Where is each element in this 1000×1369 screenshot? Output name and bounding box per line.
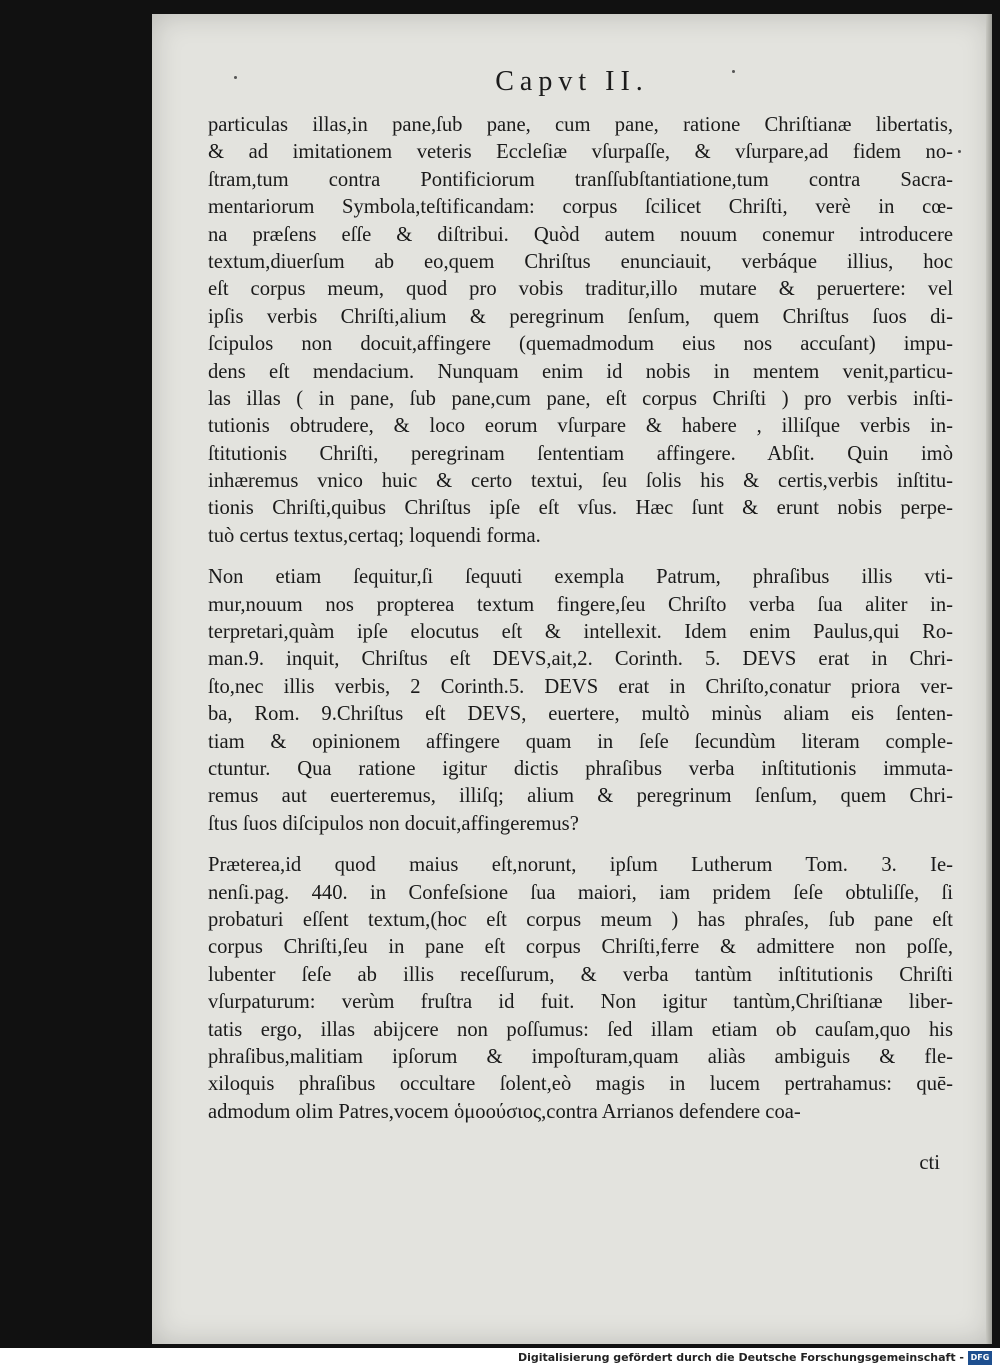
footer-bar (0, 1348, 1000, 1369)
text-line: probaturi eſſent textum,(hoc eſt corpus meum ) has phraſes, ſub pane eſt (208, 908, 953, 931)
text-line: & ad imitationem veteris Eccleſiæ vſurpaſſe, & vſurpare,ad fidem no- (208, 141, 953, 164)
margin-mark (958, 150, 961, 153)
text-line: phraſibus,malitiam ipſorum & impoſturam,quam aliàs ambiguis & fle- (208, 1045, 953, 1068)
text-line: las illas ( in pane, ſub pane,cum pane, eſt corpus Chriſti ) pro verbis inſti- (208, 387, 953, 410)
text-line: ſtitutionis Chriſti, peregrinam ſententiam affingere. Abſit. Quin imò (208, 442, 953, 465)
text-line: ſtus ſuos diſcipulos non docuit,affingeremus? (208, 812, 579, 835)
text-line: remus aut euerteremus, illiſq; alium & peregrinum ſenſum, quem Chri- (208, 785, 953, 808)
text-line: man.9. inquit, Chriſtus eſt DEVS,ait,2. Corinth. 5. DEVS erat in Chri- (208, 648, 953, 671)
paragraph (208, 852, 953, 1126)
text-line: mur,nouum nos propterea textum fingere,ſeu Chriſto verba ſua aliter in- (208, 593, 953, 616)
text-line: nenſi.pag. 440. in Confeſsione ſua maiori, iam pridem ſeſe obtuliſſe, ſi (208, 881, 953, 904)
paragraph-gap (208, 550, 953, 564)
text-line: tuò certus textus,certaq; loquendi forma. (208, 524, 541, 547)
text-line: xiloquis phraſibus occultare ſolent,eò magis in lucem pertrahamus: quē- (208, 1073, 953, 1096)
text-line: inhæremus vnico huic & certo textui, ſeu ſolis his & certis,verbis inſtitu- (208, 470, 953, 493)
text-line: lubenter ſeſe ab illis receſſurum, & verba tantùm inſtitutionis Chriſti (208, 963, 953, 986)
text-line: corpus Chriſti,ſeu in pane eſt corpus Chriſti,ferre & admittere non poſſe, (208, 936, 953, 959)
text-line: eſt corpus meum, quod pro vobis traditur,illo mutare & peruertere: vel (208, 278, 953, 301)
text-line: ſtram,tum contra Pontificiorum tranſſubſtantiatione,tum contra Sacra- (208, 168, 953, 191)
paragraph (208, 564, 953, 838)
text-line: ſcipulos non docuit,affingere (quemadmodum eius nos accuſant) impu- (208, 333, 953, 356)
paragraph-gap (208, 838, 953, 852)
paragraph (208, 112, 953, 550)
text-line: Præterea,id quod maius eſt,norunt, ipſum Lutherum Tom. 3. Ie- (208, 854, 953, 877)
text-line: mentariorum Symbola,teſtificandam: corpus ſcilicet Chriſti, verè in cœ- (208, 196, 953, 219)
text-line: ctuntur. Qua ratione igitur dictis phraſibus verba inſtitutionis immuta- (208, 757, 953, 780)
text-line: terpretari,quàm ipſe elocutus eſt & intellexit. Idem enim Paulus,qui Ro- (208, 621, 953, 644)
text-line: ipſis verbis Chriſti,alium & peregrinum ſenſum, quem Chriſtus ſuos di- (208, 305, 953, 328)
text-line: vſurpaturum: verùm fruſtra id fuit. Non igitur tantùm,Chriſtianæ liber- (208, 991, 953, 1014)
text-line: tionis Chriſti,quibus Chriſtus ipſe eſt vſus. Hæc ſunt & erunt nobis perpe- (208, 497, 953, 520)
funding-credit: Digitalisierung gefördert durch die Deutsche Forschungsgemeinschaft - (517, 1351, 964, 1364)
book-page (152, 14, 992, 1344)
text-line: na præſens eſſe & diſtribui. Quòd autem nouum conemur introducere (208, 223, 953, 246)
catchword: cti (919, 1152, 940, 1174)
text-line: particulas illas,in pane,ſub pane, cum pane, ratione Chriſtianæ libertatis, (208, 114, 953, 136)
text-line: tatis ergo, illas abijcere non poſſumus: ſed illam etiam ob cauſam,quo his (208, 1018, 953, 1041)
text-line: admodum olim Patres,vocem ὁμοούσιος,contra Arrianos defendere coa- (208, 1100, 801, 1123)
text-line: Non etiam ſequitur,ſi ſequuti exempla Patrum, phraſibus illis vti- (208, 566, 953, 589)
text-line: textum,diuerſum ab eo,quem Chriſtus enunciauit, verbáque illius, hoc (208, 250, 953, 273)
text-line: tutionis obtrudere, & loco eorum vſurpare & habere , illiſque verbis in- (208, 415, 953, 438)
running-head: Capvt II. (495, 66, 649, 97)
text-line: dens eſt mendacium. Nunquam enim id nobis in mentem venit,particu- (208, 360, 953, 383)
dfg-logo: DFG (968, 1351, 992, 1365)
body-text (208, 112, 953, 1126)
page-edge (986, 14, 992, 1344)
text-line: tiam & opinionem affingere quam in ſeſe ſecundùm literam comple- (208, 730, 953, 753)
text-line: ſto,nec illis verbis, 2 Corinth.5. DEVS erat in Chriſto,conatur priora ver- (208, 675, 953, 698)
text-line: ba, Rom. 9.Chriſtus eſt DEVS, euertere, multò minùs aliam eis ſenten- (208, 703, 953, 726)
